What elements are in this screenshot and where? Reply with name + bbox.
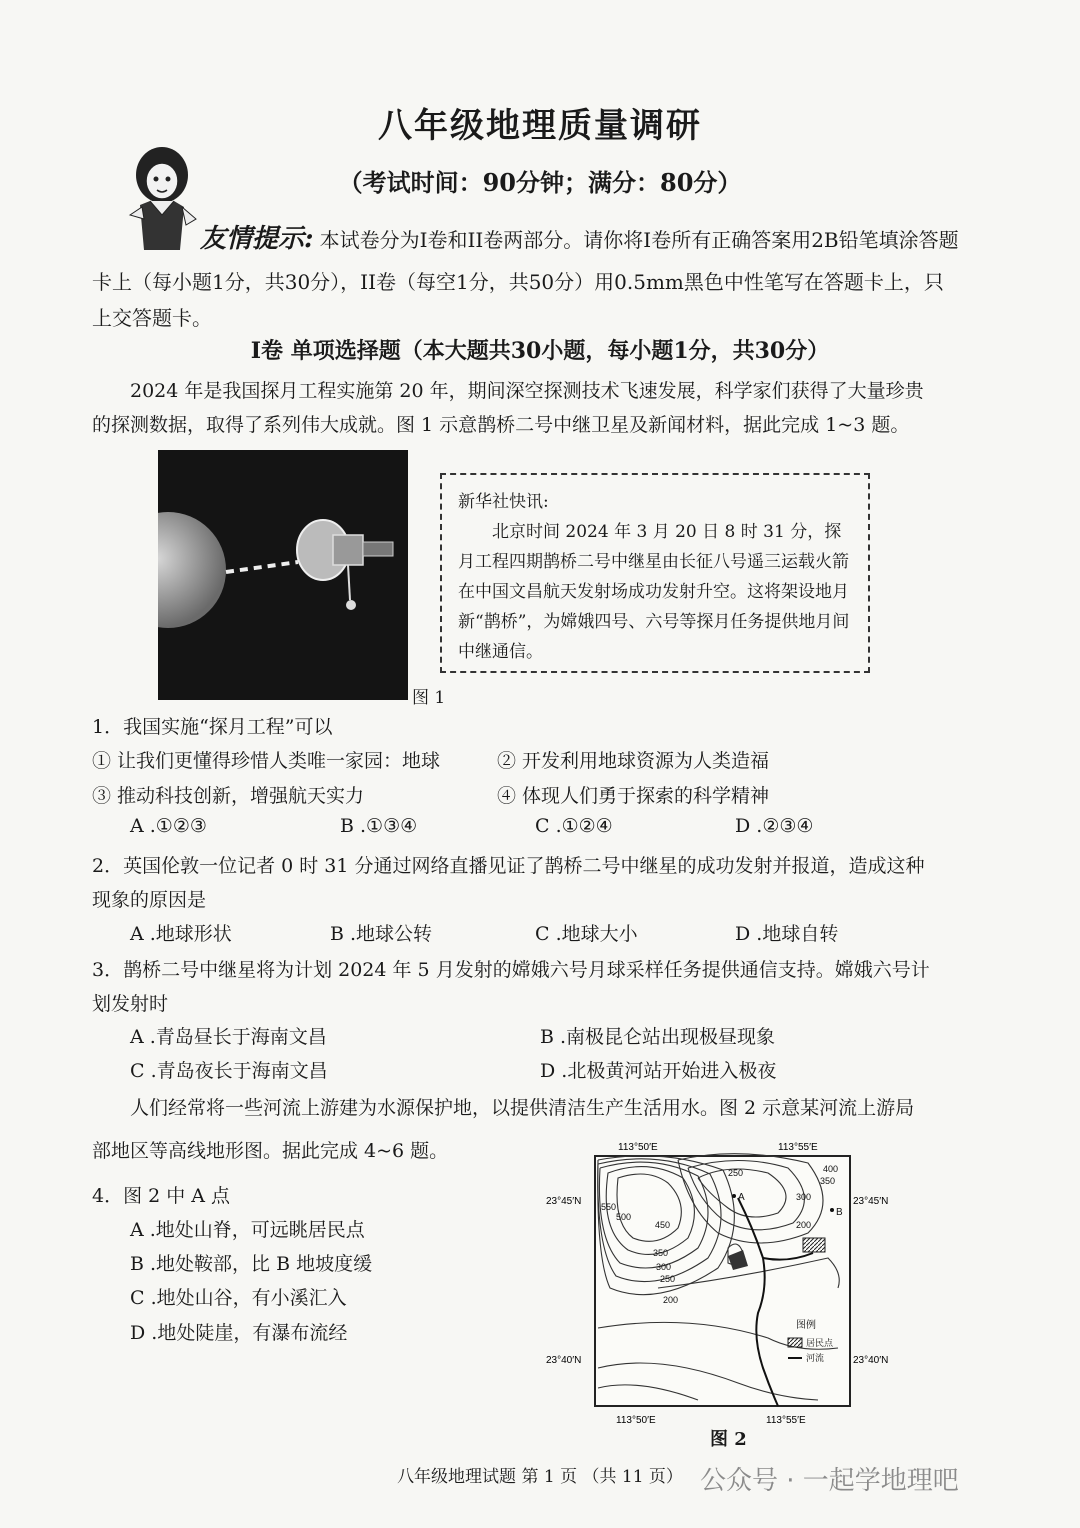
contour-label-350: 350 <box>820 1176 836 1186</box>
q2-line-2: 现象的原因是 <box>92 889 207 911</box>
news-box <box>440 473 870 673</box>
point-b: B <box>836 1207 843 1218</box>
q4-option-d: D .地处陡崖，有瀑布流经 <box>130 1322 348 1344</box>
mascot-illustration <box>120 145 200 255</box>
page-title: 八年级地理质量调研 <box>378 106 702 146</box>
q2-line-1: 2．英国伦敦一位记者 0 时 31 分通过网络直播见证了鹊桥二号中继星的成功发射并报道，造成这种 <box>92 855 925 877</box>
q1-option-b: B .①③④ <box>340 815 418 837</box>
figure2-label: 图 2 <box>710 1429 747 1450</box>
news-title: 新华社快讯: <box>458 492 549 512</box>
tip-line-2: 卡上（每小题1分，共30分），II卷（每空1分，共50分）用0.5mm黑色中性笔写在答题卡上，只 <box>92 270 944 294</box>
contour-label-400: 400 <box>823 1164 839 1174</box>
q4-stem: 4．图 2 中 A 点 <box>92 1185 231 1207</box>
news-body: 北京时间 2024 年 3 月 20 日 8 时 31 分，探月工程四期鹊桥二号中继星由长征八号遥三运载火箭在中国文昌航天发射场成功发射升空。这将架设地月新“鹊桥”，为嫦娥四号、六号等探月任务提供地月间中继通信。 <box>458 522 850 662</box>
q2-option-b: B .地球公转 <box>330 923 433 945</box>
q3-line-2: 划发射时 <box>92 993 169 1015</box>
intro1-line-2: 的探测数据，取得了系列伟大成就。图 1 示意鹊桥二号中继卫星及新闻材料，据此完成 1~3 题。 <box>92 414 910 436</box>
contour-label-450: 450 <box>655 1220 671 1230</box>
contour-label-500: 500 <box>616 1212 632 1222</box>
contour-label-300b: 300 <box>656 1262 672 1272</box>
intro1-line-1: 2024 年是我国探月工程实施第 20 年，期间深空探测技术飞速发展，科学家们获得了大量珍贵 <box>130 380 924 402</box>
map-lat-right-2: 23°40′N <box>853 1355 888 1366</box>
q1-statement-3: ③ 推动科技创新，增强航天实力 <box>92 785 365 807</box>
satellite-photo <box>158 450 408 700</box>
q4-option-c: C .地处山谷，有小溪汇入 <box>130 1287 347 1309</box>
contour-label-200a: 200 <box>796 1220 812 1230</box>
q1-statement-1: ① 让我们更懂得珍惜人类唯一家园：地球 <box>92 750 441 772</box>
map-lat-right-1: 23°45′N <box>853 1196 888 1207</box>
q2-option-d: D .地球自转 <box>735 923 839 945</box>
q3-option-c: C .青岛夜长于海南文昌 <box>130 1060 328 1082</box>
q2-option-a: A .地球形状 <box>130 923 232 945</box>
q1-option-d: D .②③④ <box>735 815 814 837</box>
contour-label-550: 550 <box>601 1202 617 1212</box>
map-lon-bottom-1: 113°50′E <box>616 1415 656 1426</box>
q1-option-a: A .①②③ <box>130 815 207 837</box>
intro2-line-2: 部地区等高线地形图。据此完成 4~6 题。 <box>92 1140 449 1162</box>
q1-stem: 1．我国实施“探月工程”可以 <box>92 716 333 738</box>
contour-label-250: 250 <box>728 1168 744 1178</box>
q3-option-b: B .南极昆仑站出现极昼现象 <box>540 1026 776 1048</box>
section-heading: I卷 单项选择题（本大题共30小题，每小题1分，共30分） <box>250 338 830 364</box>
page-footer: 八年级地理试题 第 1 页 （共 11 页） <box>397 1467 683 1487</box>
contour-label-200b: 200 <box>663 1295 679 1305</box>
contour-label-300: 300 <box>796 1192 812 1202</box>
tip-text-1: 本试卷分为I卷和II卷两部分。请你将I卷所有正确答案用2B铅笔填涂答题 <box>319 228 959 252</box>
map-lat-left-1: 23°45′N <box>546 1196 582 1207</box>
map-lon-bottom-2: 113°55′E <box>766 1415 806 1426</box>
contour-map <box>538 1138 888 1448</box>
q3-line-1: 3．鹊桥二号中继星将为计划 2024 年 5 月发射的嫦娥六号月球采样任务提供通信支持。嫦娥六号计 <box>92 959 930 981</box>
intro2-line-1: 人们经常将一些河流上游建为水源保护地，以提供清洁生产生活用水。图 2 示意某河流上游局 <box>130 1097 915 1119</box>
point-a: A <box>738 1192 745 1203</box>
contour-label-350b: 350 <box>653 1248 669 1258</box>
legend-title: 图例 <box>796 1320 816 1331</box>
q2-option-c: C .地球大小 <box>535 923 638 945</box>
q1-statement-4: ④ 体现人们勇于探索的科学精神 <box>497 785 770 807</box>
q1-option-c: C .①②④ <box>535 815 613 837</box>
q3-option-a: A .青岛昼长于海南文昌 <box>130 1026 327 1048</box>
tip-line-3: 上交答题卡。 <box>92 306 212 330</box>
legend-settlement: 居民点 <box>806 1338 834 1348</box>
q1-statement-2: ② 开发利用地球资源为人类造福 <box>497 750 770 772</box>
figure1-label: 图 1 <box>412 688 446 708</box>
q4-option-a: A .地处山脊，可远眺居民点 <box>130 1219 365 1241</box>
q3-option-d: D .北极黄河站开始进入极夜 <box>540 1060 777 1082</box>
map-lon-top-2: 113°55′E <box>778 1142 818 1153</box>
watermark: 公众号 · 一起学地理吧 <box>700 1466 959 1496</box>
exam-info: （考试时间：90分钟；满分：80分） <box>338 168 742 197</box>
contour-label-250b: 250 <box>660 1274 676 1284</box>
legend-river: 河流 <box>806 1353 825 1363</box>
tip-line-1 <box>200 218 959 255</box>
map-lon-top-1: 113°50′E <box>618 1142 658 1153</box>
map-lat-left-2: 23°40′N <box>546 1355 582 1366</box>
q4-option-b: B .地处鞍部，比 B 地坡度缓 <box>130 1253 373 1275</box>
tip-label: 友情提示: <box>200 224 314 254</box>
